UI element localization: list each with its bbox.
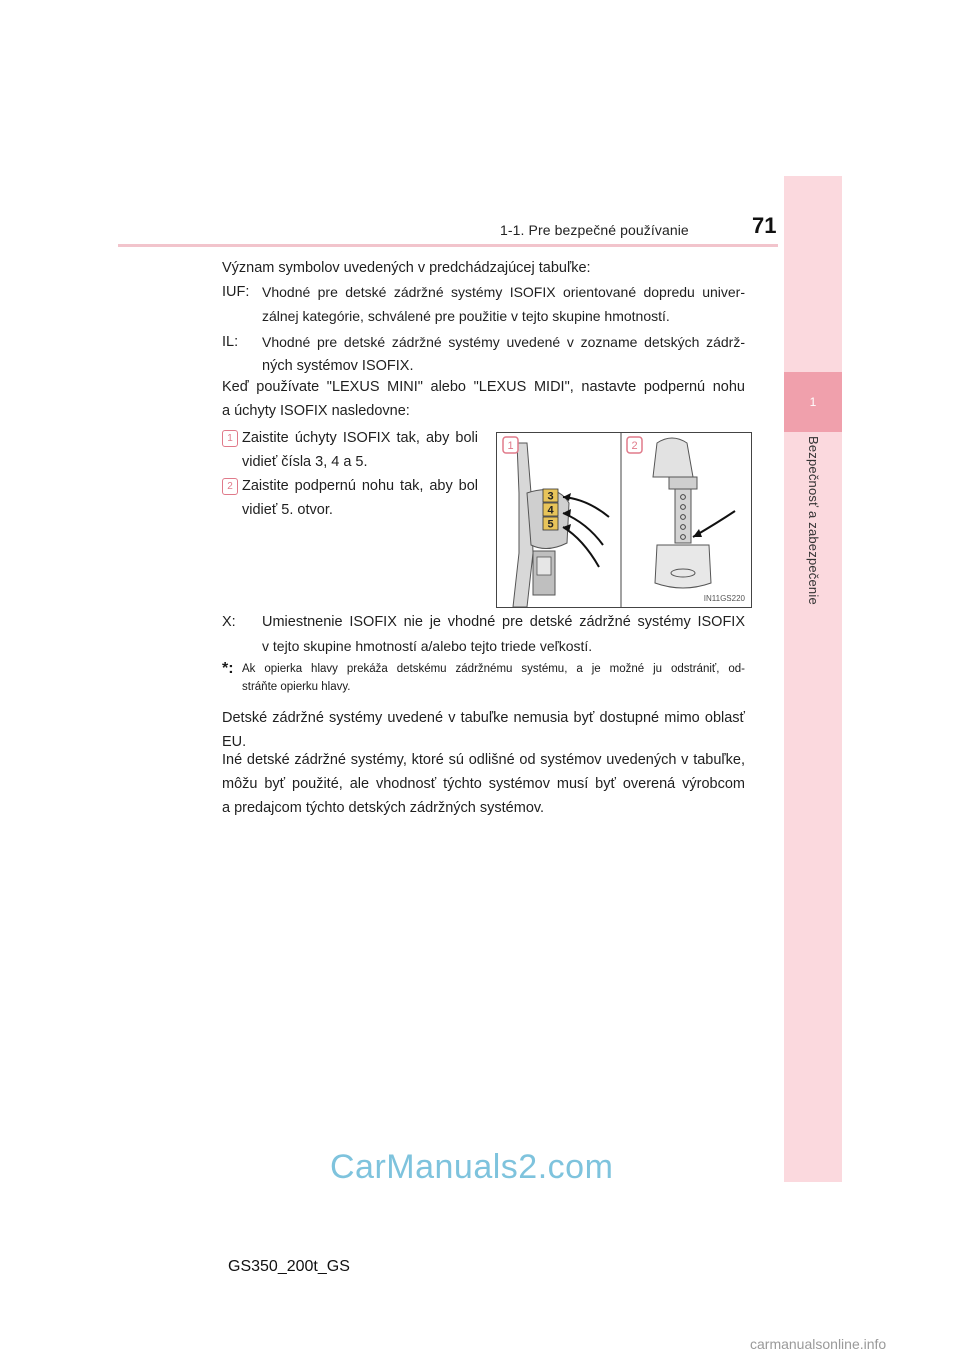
x-line2: v tejto skupine hmotností a/alebo tejto triede veľkostí. [262, 638, 593, 654]
model-code: GS350_200t_GS [228, 1258, 350, 1275]
label-5: 5 [547, 518, 554, 531]
chapter-title: Bezpečnosť a zabezpečenie [806, 436, 821, 605]
figure-code: IN11GS220 [703, 594, 745, 603]
watermark-secondary[interactable]: carmanualsonline.info [750, 1336, 887, 1352]
label-4: 4 [547, 504, 554, 517]
section-title: 1-1. Pre bezpečné používanie [500, 222, 689, 238]
x-line1: Umiestnenie ISOFIX nie je vhodné pre detské zádržné systémy ISOFIX [262, 614, 745, 630]
il-line1: Vhodné pre detské zádržné systémy uvedené v zozname detských zádrž- [262, 334, 745, 350]
eu-availability-note [222, 706, 745, 754]
callout-1: 1 [507, 440, 514, 452]
page-number: 71 [752, 213, 777, 238]
other-line2: môžu byť použité, ale vhodnosť týchto systémov musí byť overená výrobcom [222, 776, 745, 792]
footnote-line2: stráňte opierku hlavy. [242, 681, 351, 693]
chapter-number-tab [784, 372, 842, 432]
step2-text [242, 474, 478, 522]
lexus-note-line2: a úchyty ISOFIX nasledovne: [222, 403, 410, 419]
watermark-primary[interactable]: CarManuals2.com [330, 1148, 614, 1186]
il-term: IL: [222, 334, 239, 350]
callout-2: 2 [631, 440, 638, 452]
headrest-footnote [222, 660, 745, 696]
step1-text [242, 426, 478, 474]
symbols-intro: Význam symbolov uvedených v predchádzajúcej tabuľke: [222, 260, 591, 276]
il-line2: ných systémov ISOFIX. [262, 358, 414, 374]
footnote-line1: Ak opierka hlavy prekáža detskému zádržnému systému, a je možné ju odstrániť, od- [242, 663, 745, 675]
support-leg-collar [669, 477, 697, 489]
other-systems-note [222, 748, 745, 820]
support-leg-top [653, 438, 693, 477]
other-line3: a predajcom týchto detských zádržných systémov. [222, 800, 545, 816]
x-term: X: [222, 614, 236, 630]
iuf-line1: Vhodné pre detské zádržné systémy ISOFIX orientované dopredu univer- [262, 284, 745, 300]
other-line1: Iné detské zádržné systémy, ktoré sú odlišné od systémov uvedených v tabuľke, [222, 752, 745, 768]
footnote-mark: *: [222, 660, 234, 677]
chapter-side-tab [784, 176, 842, 1182]
il-definition [222, 330, 745, 378]
eu-note-line1: Detské zádržné systémy uvedené v tabuľke nemusia byť dostupné mimo oblasť [222, 710, 745, 726]
step2-marker: 2 [222, 478, 238, 495]
step1-line1: Zaistite úchyty ISOFIX tak, aby boli [242, 430, 478, 446]
eu-note-line2: EU. [222, 734, 247, 750]
connector-slot [537, 557, 551, 575]
lexus-note-line1: Keď používate "LEXUS MINI" alebo "LEXUS MIDI", nastavte podpernú nohu [222, 379, 745, 395]
iuf-definition [222, 280, 745, 328]
step1-marker: 1 [222, 430, 238, 447]
lexus-mini-midi-note [222, 375, 745, 423]
iuf-term: IUF: [222, 284, 250, 300]
support-leg-base [655, 545, 711, 588]
step2-line1: Zaistite podpernú nohu tak, aby bol [242, 478, 478, 494]
isofix-illustration-drawing [497, 433, 751, 607]
iuf-line2: zálnej kategórie, schválené pre použitie v tejto skupine hmotností. [262, 308, 670, 324]
label-3: 3 [547, 490, 554, 503]
x-definition [222, 610, 745, 658]
chapter-number: 1 [809, 395, 817, 409]
header-divider [118, 244, 778, 247]
isofix-illustration [496, 432, 752, 608]
step1-line2: vidieť čísla 3, 4 a 5. [242, 454, 368, 470]
step2-line2: vidieť 5. otvor. [242, 502, 333, 518]
